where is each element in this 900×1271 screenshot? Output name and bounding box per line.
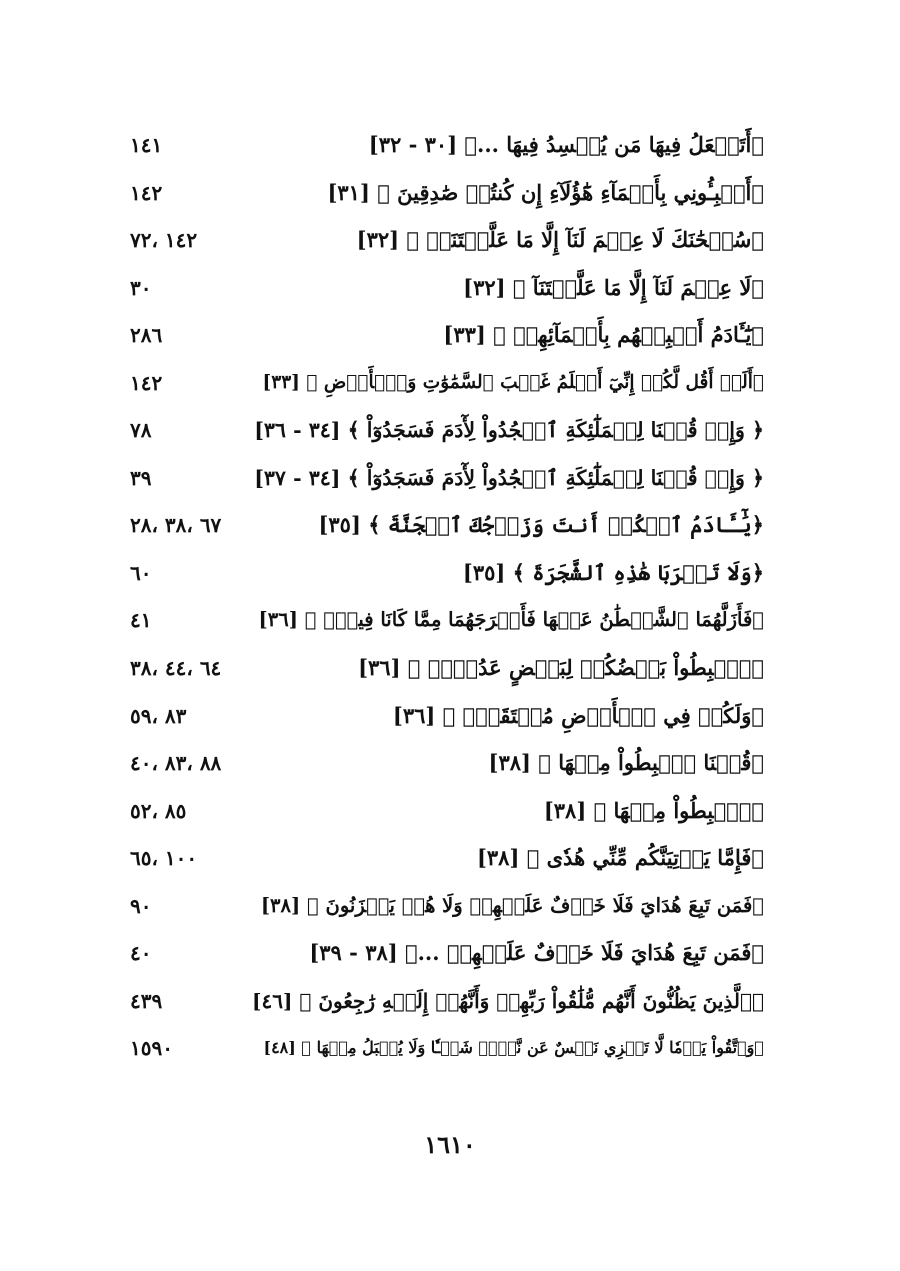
verse-text: ﴿فَأَزَلَّهُمَا ٱلشَّيۡطَٰنُ عَنۡهَا فَأَخۡرَجَهُمَا مِمَّا كَانَا فِيهِۖ ﴾ [٣٦] — [258, 608, 764, 632]
index-row — [0, 364, 900, 412]
verse-text: ﴿سُبۡحَٰنَكَ لَا عِلۡمَ لَنَآ إِلَّا مَا عَلَّمۡتَنَآۖ ﴾ [٣٢] — [356, 227, 764, 253]
verse-text: ﴿وَلَا تَقۡرَبَا هَٰذِهِ ٱلشَّجَرَةَ ﴾ [٣٥] — [462, 559, 764, 585]
page-references: ٤١ — [130, 608, 152, 633]
page-references: ١٤٢ — [130, 370, 163, 395]
page-references: ١٥٩٠ — [130, 1036, 173, 1061]
index-row — [0, 126, 900, 174]
index-row — [0, 839, 900, 887]
index-row — [0, 554, 900, 602]
index-row — [0, 316, 900, 364]
verse-text: ﴿ وَإِذۡ قُلۡنَا لِلۡمَلَٰٓئِكَةِ ٱسۡجُدُواْ لِأٓدَمَ فَسَجَدُوٓاْ ﴾ [٣٤ - ٣٧] — [254, 465, 764, 490]
index-row — [0, 1029, 900, 1077]
verse-text: ﴿قُلۡنَا ٱهۡبِطُواْ مِنۡهَا ﴾ [٣٨] — [488, 750, 764, 776]
page-references: ٦٠ — [130, 560, 152, 585]
verse-text: ﴿ٱهۡبِطُواْ مِنۡهَا ﴾ [٣٨] — [543, 797, 764, 823]
verse-text: ﴿ٱهۡبِطُواْ بَعۡضُكُمۡ لِبَعۡضٍ عَدُوّٞۖ ﴾ [٣٦] — [358, 655, 764, 681]
verse-text: ﴿وَٱتَّقُواْ يَوۡمٗا لَّا تَجۡزِي نَفۡسٌ عَن نَّفۡسٖ شَيۡـٔٗا وَلَا يُقۡبَلُ مِنۡهَا ﴾ [٤٨] — [263, 1038, 764, 1058]
page-references: ١٤٢ ،٧٢ — [130, 228, 198, 253]
verse-text: ﴿فَمَن تَبِعَ هُدَايَ فَلَا خَوۡفٌ عَلَيۡهِمۡ وَلَا هُمۡ يَحۡزَنُونَ ﴾ [٣٨] — [260, 893, 764, 917]
index-row — [0, 411, 900, 459]
index-row — [0, 506, 900, 554]
verse-text: ﴿لَا عِلۡمَ لَنَآ إِلَّا مَا عَلَّمۡتَنَآ ﴾ [٣٢] — [463, 274, 764, 300]
index-row — [0, 174, 900, 222]
page-number: ١٦١٠ — [424, 1130, 476, 1159]
index-row — [0, 744, 900, 792]
page-references: ٨٣ ،٥٩ — [130, 703, 187, 728]
index-row — [0, 269, 900, 317]
page-references: ٦٧ ،٣٨ ،٢٨ — [130, 513, 222, 538]
page-references: ٤٠ — [130, 941, 152, 966]
index-row — [0, 792, 900, 840]
verse-text: ﴿أَنۢبِـُٔونِي بِأَسۡمَآءِ هَٰٓؤُلَآءِ إِن كُنتُمۡ صَٰدِقِينَ ﴾ [٣١] — [327, 179, 764, 205]
index-row — [0, 982, 900, 1030]
page-references: ١٠٠ ،٦٥ — [130, 846, 198, 871]
page-references: ٤٣٩ — [130, 988, 163, 1013]
verse-text: ﴿وَلَكُمۡ فِي ٱلۡأَرۡضِ مُسۡتَقَرّٞ ﴾ [٣٦] — [392, 702, 764, 728]
page-references: ١٤٢ — [130, 180, 163, 205]
verse-index-list — [0, 126, 900, 1077]
verse-text: ﴿يَٰٓـَٔادَمُ ٱسۡكُنۡ أَنتَ وَزَوۡجُكَ ٱلۡجَنَّةَ ﴾ [٣٥] — [318, 512, 764, 538]
page-references: ٢٨٦ — [130, 323, 163, 348]
page-references: ٣٩ — [130, 465, 152, 490]
index-row — [0, 221, 900, 269]
verse-text: ﴿فَإِمَّا يَأۡتِيَنَّكُم مِّنِّي هُدٗى ﴾ [٣٨] — [476, 845, 764, 871]
index-row — [0, 697, 900, 745]
index-row — [0, 649, 900, 697]
verse-text: ﴿ٱلَّذِينَ يَظُنُّونَ أَنَّهُم مُّلَٰقُواْ رَبِّهِمۡ وَأَنَّهُمۡ إِلَيۡهِ رَٰجِعُونَ ﴾ [٤٦] — [251, 988, 764, 1013]
index-row — [0, 934, 900, 982]
page-references: ٨٥ ،٥٢ — [130, 798, 187, 823]
verse-text: ﴿يَٰٓـَٔادَمُ أَنۢبِئۡهُم بِأَسۡمَآئِهِمۡ ﴾ [٣٣] — [443, 322, 764, 348]
page-references: ٩٠ — [130, 893, 152, 918]
verse-text: ﴿أَتَجۡعَلُ فِيهَا مَن يُفۡسِدُ فِيهَا ...﴾ [٣٠ - ٣٢] — [368, 132, 764, 157]
index-row — [0, 601, 900, 649]
page-references: ١٤١ — [130, 133, 163, 157]
verse-text: ﴿أَلَمۡ أَقُل لَّكُمۡ إِنِّيٓ أَعۡلَمُ غَيۡبَ ٱلسَّمَٰوَٰتِ وَٱلۡأَرۡضِ ﴾ [٣٣] — [262, 371, 764, 393]
index-row — [0, 887, 900, 935]
page-references: ٨٨ ،٨٣ ،٤٠ — [130, 751, 222, 776]
verse-text: ﴿فَمَن تَبِعَ هُدَايَ فَلَا خَوۡفٌ عَلَيۡهِمۡ ...﴾ [٣٨ - ٣٩] — [309, 940, 764, 966]
verse-text: ﴿ وَإِذۡ قُلۡنَا لِلۡمَلَٰٓئِكَةِ ٱسۡجُدُواْ لِأٓدَمَ فَسَجَدُوٓاْ ﴾ [٣٤ - ٣٦] — [254, 418, 764, 443]
page-references: ٦٤ ،٤٤ ،٣٨ — [130, 656, 222, 681]
index-row — [0, 459, 900, 507]
page-references: ٣٠ — [130, 275, 152, 300]
page-references: ٧٨ — [130, 418, 152, 443]
